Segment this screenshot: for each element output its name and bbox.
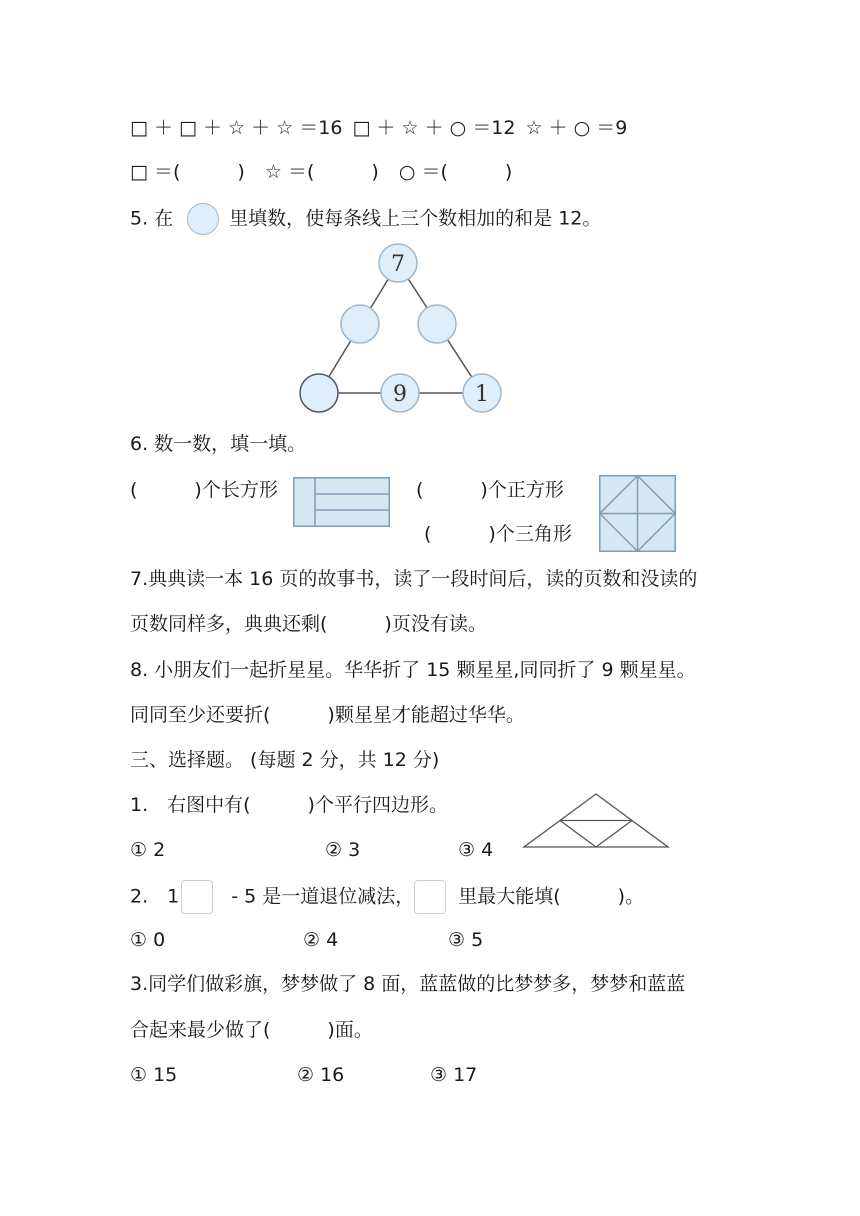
choice-3-option-1[interactable]: ① 15	[130, 1064, 178, 1086]
choice-3-line-1: 3.同学们做彩旗，梦梦做了 8 面，蓝蓝做的比梦梦多，梦梦和蓝蓝	[130, 973, 686, 995]
question-5	[130, 203, 601, 235]
question-5-suffix: 里填数，使每条线上三个数相加的和是 12。	[229, 207, 602, 230]
choice-1-question: 1. 右图中有( )个平行四边形。	[130, 794, 448, 816]
choice-3-option-3[interactable]: ③ 17	[430, 1064, 478, 1086]
answer-circle[interactable]: ○ ＝( )	[398, 161, 513, 183]
choice-2-question	[130, 880, 644, 914]
choice-2-prefix: 2. 1	[130, 885, 180, 908]
choice-2-middle: - 5 是一道退位减法，	[231, 885, 415, 908]
number-triangle-figure	[290, 236, 520, 416]
question-7-line-2: 页数同样多，典典还剩( )页没有读。	[130, 613, 487, 635]
circle-bottom-left[interactable]	[300, 374, 338, 412]
question-6-title: 6. 数一数，填一填。	[130, 433, 307, 455]
square-count-label[interactable]: ( )个正方形	[416, 479, 564, 501]
answer-star[interactable]: ☆ ＝( )	[264, 161, 379, 183]
question-8-line-1: 8. 小朋友们一起折星星。华华折了 15 颗星星,同同折了 9 颗星星。	[130, 659, 696, 681]
question-5-prefix: 5. 在	[130, 207, 174, 230]
square-triangle-figure	[599, 475, 676, 552]
choice-2-suffix: 里最大能填( )。	[458, 885, 645, 908]
circle-bottom-middle	[381, 374, 419, 412]
choice-2-option-2[interactable]: ② 4	[303, 929, 339, 951]
circle-top	[379, 244, 417, 282]
question-7-line-1: 7.典典读一本 16 页的故事书，读了一段时间后，读的页数和没读的	[130, 568, 698, 590]
choice-3-line-2: 合起来最少做了( )面。	[130, 1019, 373, 1041]
triangle-count-label[interactable]: ( )个三角形	[424, 523, 572, 545]
answer-square[interactable]: □ ＝( )	[130, 161, 245, 183]
choice-2-option-1[interactable]: ① 0	[130, 929, 166, 951]
rectangle-count-label[interactable]: ( )个长方形	[130, 479, 278, 501]
equation-1: □ ＋ □ ＋ ☆ ＋ ☆ ＝16	[130, 117, 343, 139]
choice-2-option-3[interactable]: ③ 5	[448, 929, 484, 951]
circle-icon	[187, 203, 219, 235]
blank-box-icon	[181, 880, 213, 914]
circle-bottom-right	[463, 374, 501, 412]
circle-mid-left[interactable]	[341, 305, 379, 343]
section-3-title: 三、选择题。 (每题 2 分，共 12 分)	[130, 749, 440, 771]
parallelogram-figure	[522, 792, 670, 850]
question-8-line-2: 同同至少还要折( )颗星星才能超过华华。	[130, 704, 525, 726]
choice-1-option-3[interactable]: ③ 4	[458, 839, 494, 861]
circle-bottom-middle-value: 9	[393, 382, 407, 407]
equation-3: ☆ ＋ ○ ＝9	[525, 117, 628, 139]
choice-1-option-1[interactable]: ① 2	[130, 839, 166, 861]
circle-top-value: 7	[391, 252, 405, 277]
rectangle-figure	[293, 477, 390, 527]
answer-row	[130, 158, 512, 186]
circle-bottom-right-value: 1	[475, 382, 489, 407]
equation-row-1	[130, 114, 627, 142]
choice-3-option-2[interactable]: ② 16	[297, 1064, 345, 1086]
equation-2: □ ＋ ☆ ＋ ○ ＝12	[352, 117, 516, 139]
circle-mid-right[interactable]	[418, 305, 456, 343]
blank-box-icon	[414, 880, 446, 914]
choice-1-option-2[interactable]: ② 3	[325, 839, 361, 861]
